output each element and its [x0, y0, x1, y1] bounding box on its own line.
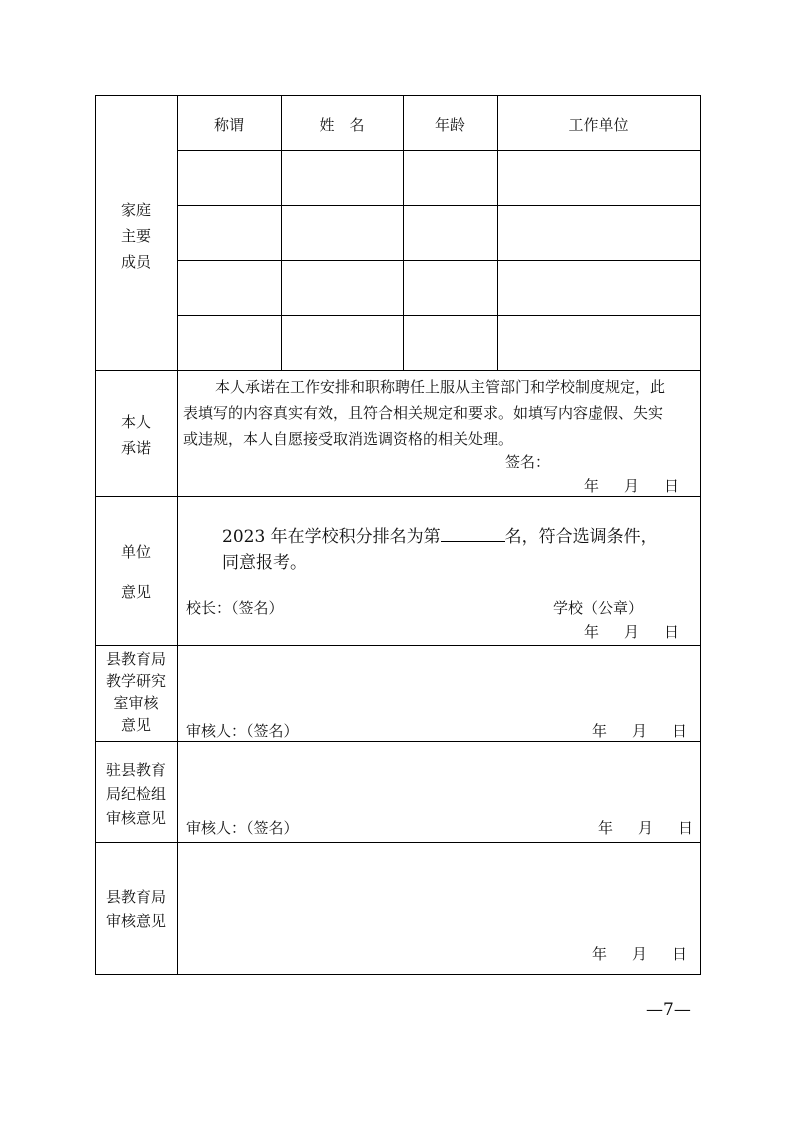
- header-relation: 称谓: [213, 116, 244, 134]
- unit-label-line: 意见: [120, 583, 151, 601]
- discipline-label-line: 审核意见: [105, 809, 166, 827]
- bureau-review-label: [95, 885, 177, 933]
- unit-date-year: 年: [584, 623, 600, 641]
- research-label-line: 县教育局: [105, 650, 166, 668]
- unit-ranking-suffix: 名，符合选调条件，: [504, 527, 658, 547]
- research-label-line: 室审核: [113, 694, 159, 712]
- unit-date-day: 日: [664, 623, 680, 641]
- bureau-date-month: 月: [632, 945, 648, 963]
- family-label-line: 家庭: [120, 201, 151, 219]
- unit-ranking-line: [222, 523, 698, 550]
- bureau-date-day: 日: [672, 945, 688, 963]
- pledge-text: [183, 374, 703, 452]
- pledge-label-line: 本人: [120, 413, 151, 431]
- page-number: —7—: [646, 1000, 691, 1020]
- pledge-date-month: 月: [624, 477, 640, 495]
- pledge-label: [95, 410, 177, 460]
- discipline-date-year: 年: [598, 819, 614, 837]
- school-seal-label: 学校（公章）: [553, 599, 644, 617]
- pledge-line: 本人承诺在工作安排和职称聘任上服从主管部门和学校制度规定，此: [215, 378, 666, 396]
- family-label-line: 主要: [120, 227, 151, 245]
- pledge-date-year: 年: [584, 477, 600, 495]
- research-office-label: [95, 648, 177, 736]
- unit-opinion-text: [222, 523, 698, 576]
- header-name: 姓 名: [319, 116, 365, 134]
- research-label-line: 意见: [120, 716, 151, 734]
- research-date-month: 月: [632, 722, 648, 740]
- header-work-unit: 工作单位: [568, 116, 629, 134]
- unit-opinion-label: [95, 540, 177, 604]
- pledge-line: 表填写的内容真实有效，且符合相关规定和要求。如填写内容虚假、失实: [183, 404, 664, 422]
- unit-label-line: 单位: [120, 543, 151, 561]
- discipline-label-line: 驻县教育: [105, 761, 166, 779]
- research-reviewer-label: 审核人：（签名）: [186, 722, 299, 740]
- unit-date-month: 月: [624, 623, 640, 641]
- bureau-label-line: 审核意见: [105, 912, 166, 930]
- family-label-line: 成员: [120, 253, 151, 271]
- unit-approval-line: 同意报考。: [222, 553, 307, 573]
- research-date-year: 年: [592, 722, 608, 740]
- discipline-date-month: 月: [638, 819, 654, 837]
- discipline-reviewer-label: 审核人：（签名）: [186, 819, 299, 837]
- discipline-group-label: [95, 758, 177, 830]
- header-age: 年龄: [434, 116, 465, 134]
- family-members-label: [95, 198, 177, 274]
- bureau-label-line: 县教育局: [105, 888, 166, 906]
- discipline-date-day: 日: [678, 819, 694, 837]
- pledge-date-day: 日: [664, 477, 680, 495]
- research-date-day: 日: [672, 722, 688, 740]
- bureau-date-year: 年: [592, 945, 608, 963]
- pledge-label-line: 承诺: [120, 439, 151, 457]
- pledge-line: 或违规，本人自愿接受取消选调资格的相关处理。: [183, 430, 514, 448]
- ranking-blank[interactable]: [441, 523, 505, 542]
- principal-signature-label: 校长：（签名）: [186, 599, 284, 617]
- unit-ranking-prefix: 2023 年在学校积分排名为第: [222, 527, 441, 547]
- pledge-signature-label: 签名：: [505, 453, 551, 471]
- research-label-line: 教学研究: [105, 672, 166, 690]
- discipline-label-line: 局纪检组: [105, 785, 166, 803]
